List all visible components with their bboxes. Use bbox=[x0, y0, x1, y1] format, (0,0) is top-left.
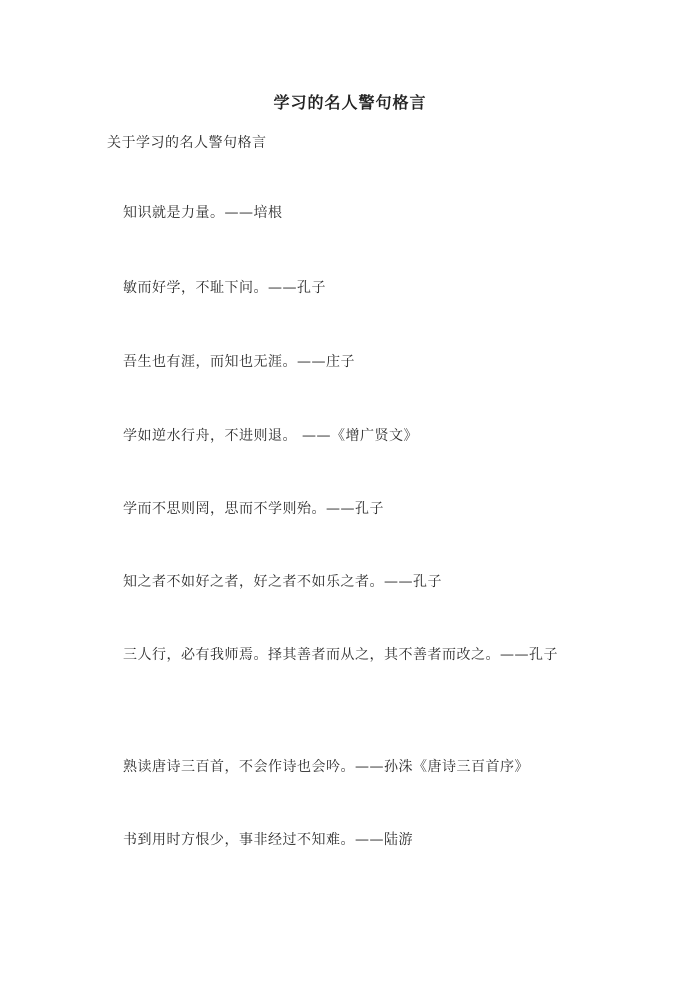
quote-paragraph: 书到用时方恨少，事非经过不知难。——陆游 bbox=[123, 832, 413, 848]
quote-paragraph: 熟读唐诗三百首，不会作诗也会吟。——孙洙《唐诗三百首序》 bbox=[123, 759, 529, 775]
quote-paragraph: 知之者不如好之者，好之者不如乐之者。——孔子 bbox=[123, 574, 442, 590]
quote-paragraph: 吾生也有涯，而知也无涯。——庄子 bbox=[123, 354, 355, 370]
document-title: 学习的名人警句格言 bbox=[273, 93, 427, 112]
quote-paragraph: 学如逆水行舟，不进则退。 ——《增广贤文》 bbox=[123, 428, 418, 444]
quote-paragraph: 三人行，必有我师焉。择其善者而从之，其不善者而改之。——孔子 bbox=[123, 647, 558, 663]
quote-paragraph: 知识就是力量。——培根 bbox=[123, 205, 283, 221]
quote-paragraph: 敏而好学，不耻下问。——孔子 bbox=[123, 280, 326, 296]
quote-paragraph: 学而不思则罔，思而不学则殆。——孔子 bbox=[123, 501, 384, 517]
document-subtitle: 关于学习的名人警句格言 bbox=[107, 135, 267, 151]
